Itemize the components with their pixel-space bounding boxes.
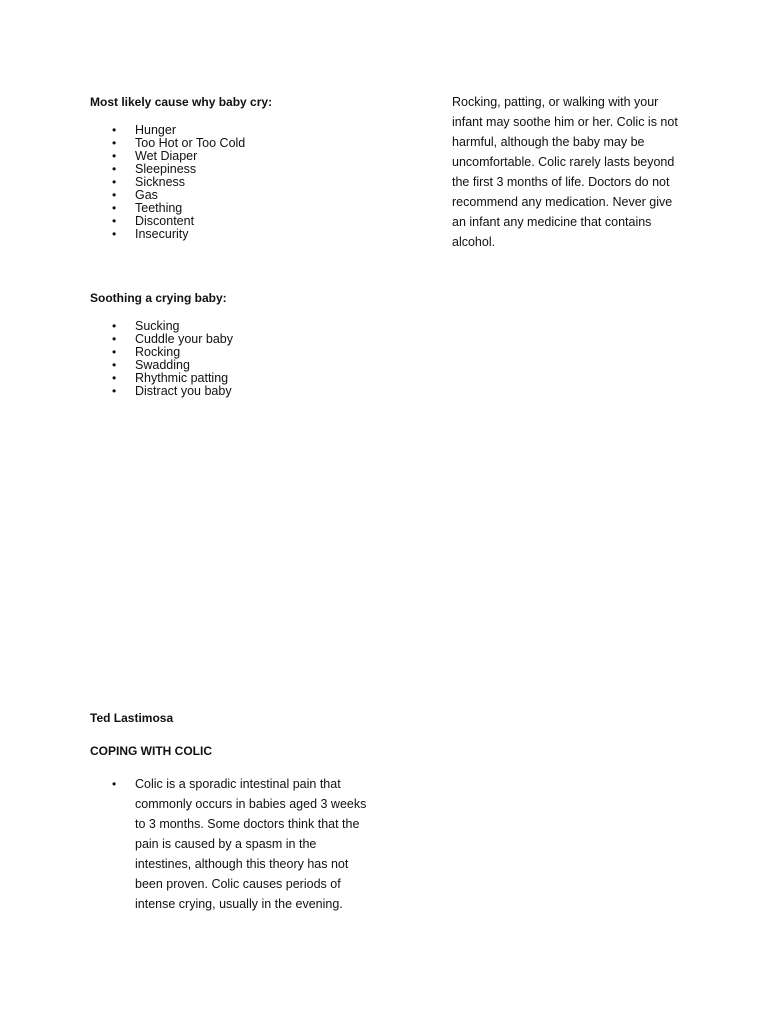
- colic-heading: COPING WITH COLIC: [90, 744, 212, 758]
- bullet-icon: •: [112, 345, 117, 359]
- bullet-icon: •: [112, 777, 117, 791]
- causes-list: [90, 124, 245, 241]
- causes-heading: Most likely cause why baby cry:: [90, 95, 273, 109]
- list-item: • Sleepiness: [112, 162, 197, 176]
- list-item: • Hunger: [112, 123, 176, 137]
- author-name: Ted Lastimosa: [90, 711, 174, 725]
- list-item: • Cuddle your baby: [112, 332, 233, 346]
- colic-list: [90, 774, 375, 914]
- list-item: • Gas: [112, 188, 158, 202]
- list-item: • Sickness: [112, 175, 186, 189]
- bullet-icon: •: [112, 201, 117, 215]
- bullet-icon: •: [112, 175, 117, 189]
- list-item: • Insecurity: [112, 227, 189, 241]
- bullet-icon: •: [112, 149, 117, 163]
- bullet-icon: •: [112, 162, 117, 176]
- colic-info-paragraph: Rocking, patting, or walking with your infant may soothe him or her. Colic is not harmful, although the baby may be uncomfortable. Colic rarely lasts beyond the first 3 months of life. Doctors do not recommend any medication. Never give an infant any medicine that contains alcohol.: [452, 95, 678, 249]
- list-item: • Teething: [112, 201, 183, 215]
- bullet-icon: •: [112, 332, 117, 346]
- list-item: • Rhythmic patting: [112, 371, 229, 385]
- list-item: • Distract you baby: [112, 384, 232, 398]
- list-item: • Discontent: [112, 214, 195, 228]
- bullet-icon: •: [112, 358, 117, 372]
- bullet-icon: •: [112, 136, 117, 150]
- bullet-icon: •: [112, 227, 117, 241]
- bullet-icon: •: [112, 384, 117, 398]
- list-item: • Swadding: [112, 358, 190, 372]
- bullet-icon: •: [112, 319, 117, 333]
- list-item: • Rocking: [112, 345, 181, 359]
- bullet-icon: •: [112, 371, 117, 385]
- list-item: • Colic is a sporadic intestinal pain that commonly occurs in babies aged 3 weeks to 3 months. Some doctors think that the pain is caused by a spasm in the intestines, although this theory has not been proven. Colic causes periods of intense crying, usually in the evening.: [90, 774, 375, 914]
- list-item: • Sucking: [112, 319, 180, 333]
- soothing-list: [90, 320, 233, 398]
- list-item: • Wet Diaper: [112, 149, 198, 163]
- bullet-icon: •: [112, 188, 117, 202]
- bullet-icon: •: [112, 123, 117, 137]
- soothing-heading: Soothing a crying baby:: [90, 291, 227, 305]
- list-item: • Too Hot or Too Cold: [112, 136, 246, 150]
- bullet-icon: •: [112, 214, 117, 228]
